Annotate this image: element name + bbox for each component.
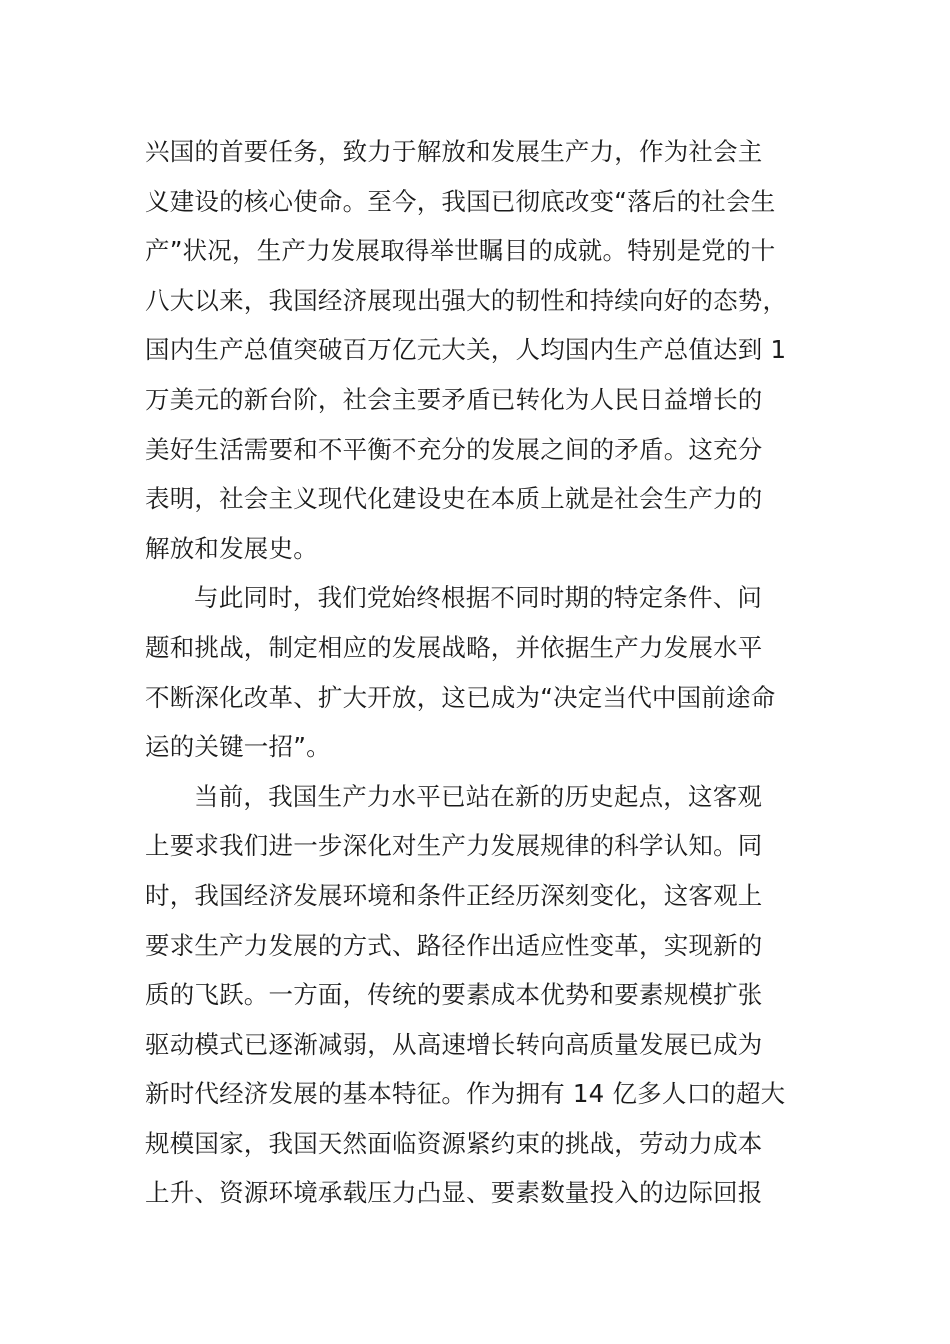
text-line: 新时代经济发展的基本特征。作为拥有 14 亿多人口的超大 bbox=[145, 1079, 786, 1109]
text-line: 规模国家，我国天然面临资源紧约束的挑战，劳动力成本 bbox=[145, 1128, 763, 1158]
text-line-indented: 与此同时，我们党始终根据不同时期的特定条件、问 bbox=[194, 583, 763, 613]
text-line: 上升、资源环境承载压力凸显、要素数量投入的边际回报 bbox=[145, 1178, 763, 1208]
text-line-indented: 当前，我国生产力水平已站在新的历史起点，这客观 bbox=[194, 781, 763, 811]
text-line: 驱动模式已逐渐减弱，从高速增长转向高质量发展已成为 bbox=[145, 1029, 763, 1059]
text-line: 万美元的新台阶，社会主要矛盾已转化为人民日益增长的 bbox=[145, 384, 763, 414]
text-line: 上要求我们进一步深化对生产力发展规律的科学认知。同 bbox=[145, 831, 763, 861]
text-line: 兴国的首要任务，致力于解放和发展生产力，作为社会主 bbox=[145, 137, 763, 166]
paragraph-1 bbox=[145, 127, 825, 573]
text-line: 题和挑战，制定相应的发展战略，并依据生产力发展水平 bbox=[145, 632, 763, 662]
text-line: 时，我国经济发展环境和条件正经历深刻变化，这客观上 bbox=[145, 880, 763, 910]
text-line: 国内生产总值突破百万亿元大关，人均国内生产总值达到 1 bbox=[145, 335, 787, 365]
text-line: 质的飞跃。一方面，传统的要素成本优势和要素规模扩张 bbox=[145, 980, 763, 1010]
text-line: 产”状况，生产力发展取得举世瞩目的成就。特别是党的十 bbox=[145, 236, 776, 266]
text-line: 义建设的核心使命。至今，我国已彻底改变“落后的社会生 bbox=[145, 186, 776, 216]
body-text bbox=[145, 127, 825, 1218]
text-line: 美好生活需要和不平衡不充分的发展之间的矛盾。这充分 bbox=[145, 434, 763, 464]
text-line: 八大以来，我国经济展现出强大的韧性和持续向好的态势， bbox=[145, 285, 788, 315]
text-line: 要求生产力发展的方式、路径作出适应性变革，实现新的 bbox=[145, 930, 763, 960]
paragraph-3 bbox=[145, 772, 825, 1218]
text-line: 表明，社会主义现代化建设史在本质上就是社会生产力的 bbox=[145, 484, 763, 514]
paragraph-2 bbox=[145, 573, 825, 771]
text-line: 解放和发展史。 bbox=[145, 533, 318, 563]
text-line: 不断深化改革、扩大开放，这已成为“决定当代中国前途命 bbox=[145, 682, 776, 712]
text-line: 运的关键一招”。 bbox=[145, 732, 331, 762]
